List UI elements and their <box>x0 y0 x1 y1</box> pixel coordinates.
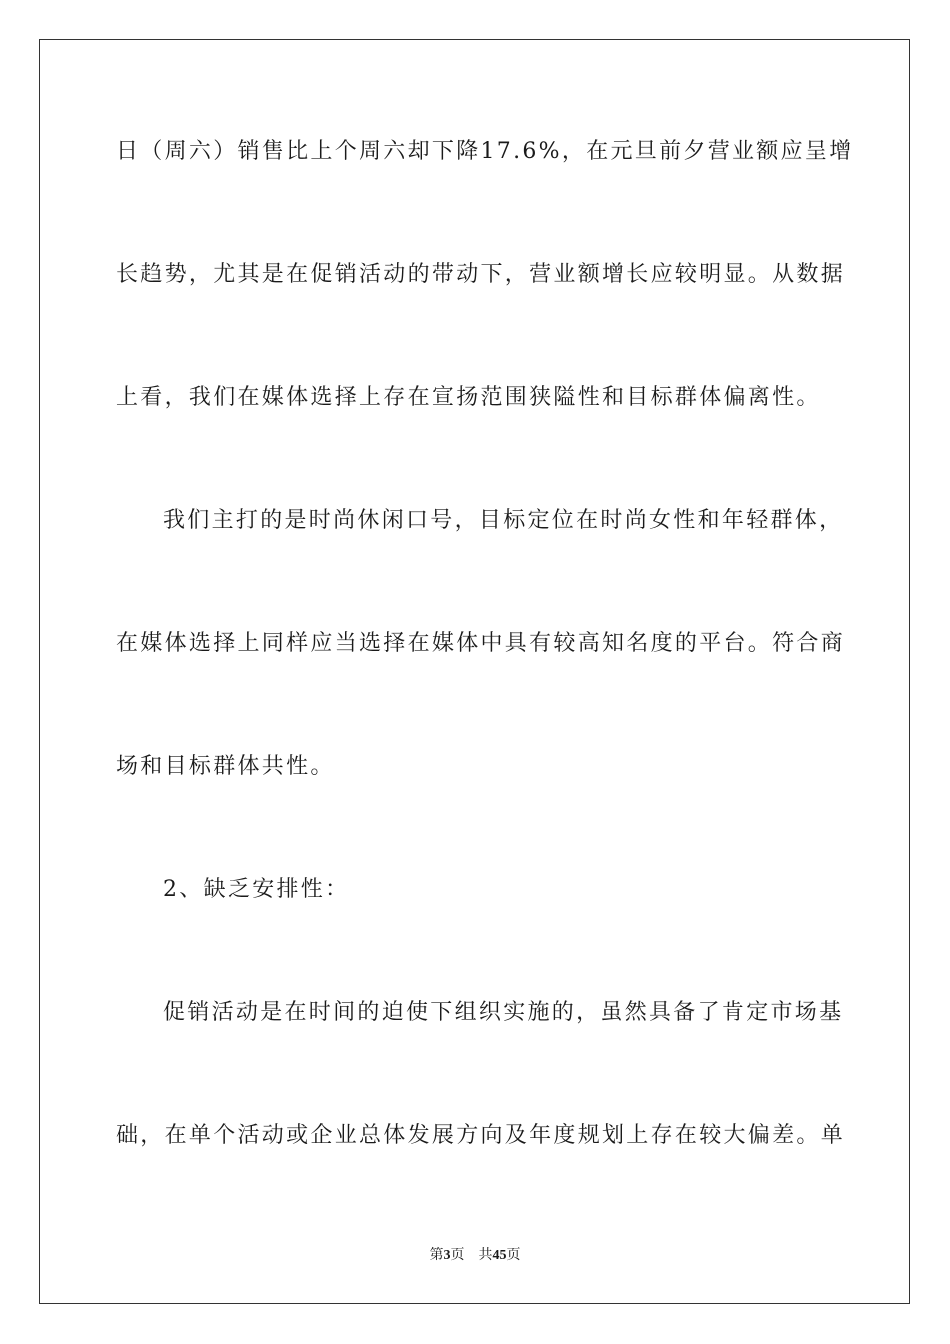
footer-page-prefix: 第 <box>429 1248 444 1263</box>
footer-page-suffix: 页 <box>450 1248 465 1263</box>
body-line-4: 我们主打的是时尚休闲口号，目标定位在时尚女性和年轻群体， <box>163 508 844 533</box>
body-line-9: 础，在单个活动或企业总体发展方向及年度规划上存在较大偏差。单 <box>116 1123 846 1148</box>
footer-page-number: 3 <box>443 1248 451 1263</box>
body-line-8: 促销活动是在时间的迫使下组织实施的，虽然具备了肯定市场基 <box>163 1000 844 1025</box>
footer-total-prefix: 共 <box>478 1248 493 1263</box>
body-line-1: 日（周六）销售比上个周六却下降17.6%，在元旦前夕营业额应呈增 <box>116 139 854 164</box>
section-heading: 2、缺乏安排性： <box>163 877 350 902</box>
body-line-5: 在媒体选择上同样应当选择在媒体中具有较高知名度的平台。符合商 <box>116 631 846 656</box>
footer-total-suffix: 页 <box>506 1248 521 1263</box>
body-line-3: 上看，我们在媒体选择上存在宣扬范围狭隘性和目标群体偏离性。 <box>116 385 821 410</box>
body-line-6: 场和目标群体共性。 <box>116 754 335 779</box>
footer-total-pages: 45 <box>492 1248 507 1263</box>
body-line-2: 长趋势，尤其是在促销活动的带动下，营业额增长应较明显。从数据 <box>116 262 846 287</box>
page-footer <box>0 1246 950 1266</box>
page-border <box>39 39 910 1304</box>
